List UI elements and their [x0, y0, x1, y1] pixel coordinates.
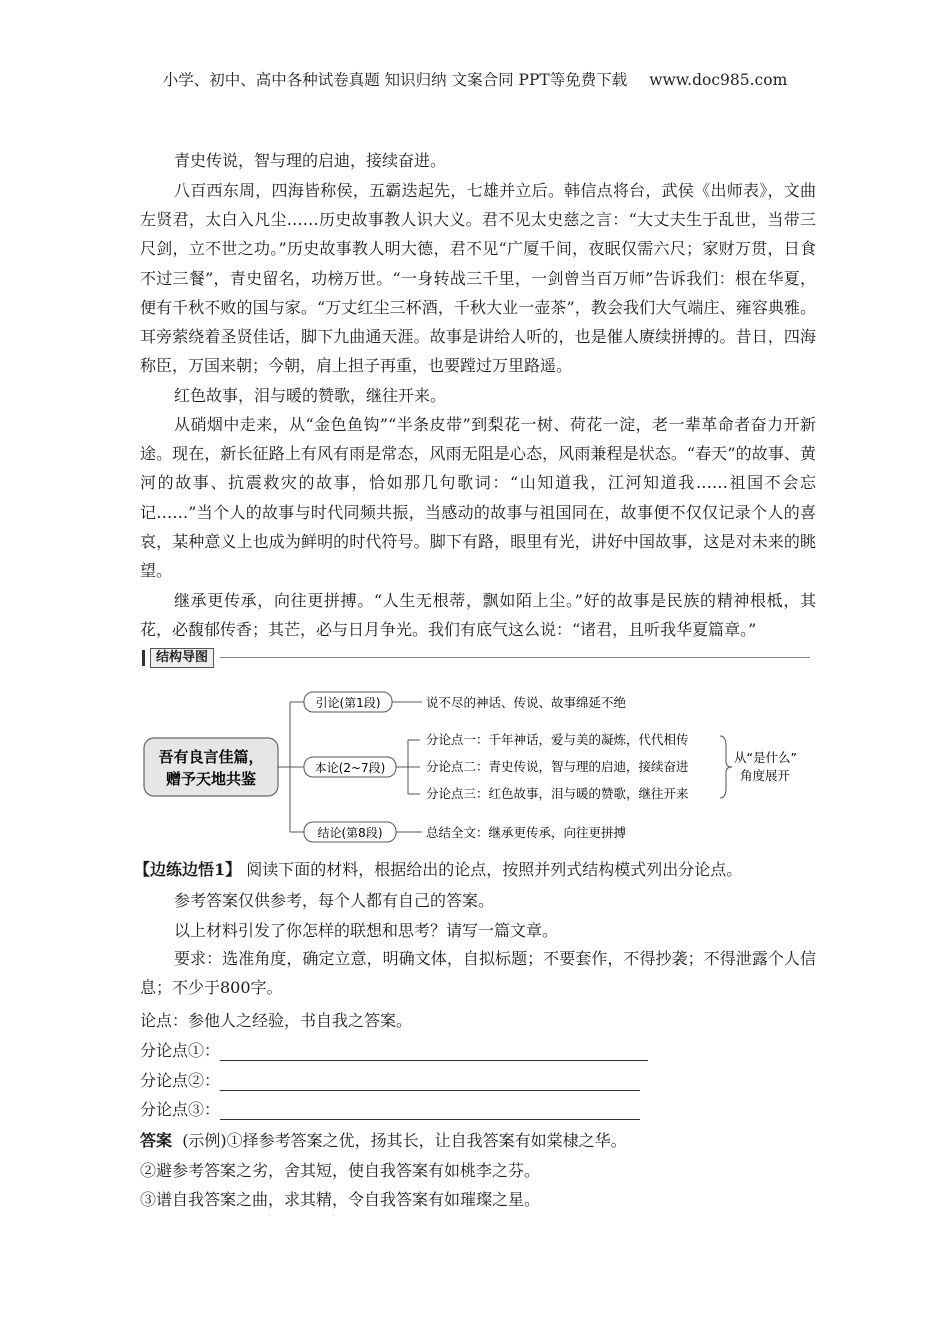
blank-row-3 — [140, 1097, 640, 1120]
angle-line-1: 从“是什么” — [734, 750, 797, 765]
body-branch — [396, 740, 420, 794]
structure-diagram — [140, 680, 820, 850]
header-text: 小学、初中、高中各种试卷真题 知识归纳 文案合同 PPT等免费下载 — [162, 71, 628, 89]
section-label: 结构导图 — [150, 648, 214, 668]
answer-1: (示例)①择参考答案之优，扬其长，让自我答案有如棠棣之华。 — [182, 1131, 627, 1150]
body-label: 本论(2~7段) — [314, 761, 386, 775]
essay-paragraph-4: 从硝烟中走来，从“金色鱼钩”“半条皮带”到梨花一树、荷花一淀，老一辈革命者奋力开新途。现在，新长征路上有风有雨是常态，风雨无阻是心态，风雨兼程是状态。“春天”的故事、黄河的故事、抗震救灾的故事，恰如那几句歌词：“山知道我，江河知道我……祖国不会忘记……”当个人的故事与时代同频共振，当感动的故事与祖国同在，故事便不仅仅记录个人的喜哀，某种意义上也成为鲜明的时代符号。脚下有路，眼里有光，讲好中国故事，这是对未来的眺望。 — [140, 415, 816, 581]
conclusion-text: 总结全文：继承更传承，向往更拼搏 — [426, 825, 627, 840]
angle-brace — [720, 736, 732, 798]
essay-paragraph-5: 继承更传承，向往更拼搏。“人生无根蒂，飘如陌上尘。”好的故事是民族的精神根柢，其花，必馥郁传香；其芒，必与日月争光。我们有底气这么说：“诸君，且听我华夏篇章。” — [140, 591, 816, 640]
blank-row-2 — [140, 1068, 640, 1091]
section-bar — [142, 650, 145, 666]
essay-paragraph-2: 八百西东周，四海皆称侯，五霸迭起先，七雄并立后。韩信点将台，武侯《出师表》，文曲左贤君，太白入凡尘……历史故事教人识大义。君不见太史慈之言：“大丈夫生于乱世，当带三尺剑，立不世之功。”历史故事教人明大德，君不见“广厦千间，夜眠仅需六尺；家财万贯，日食不过三餐”，青史留名，功榜万世。“一身转战三千里，一剑曾当百万师”告诉我们：根在华夏，便有千秋不败的国与家。“万丈红尘三杯酒，千秋大业一壶茶”，教会我们大气端庄、雍容典雅。耳旁萦绕着圣贤佳话，脚下九曲通天涯。故事是讲给人听的，也是催人赓续拼搏的。昔日，四海称臣，万国来朝；今朝，肩上担子再重，也要蹚过万里路遥。 — [140, 181, 816, 376]
page-header — [0, 68, 950, 90]
answer-2: ②避参考答案之劣，舍其短，使自我答案有如桃李之芬。 — [140, 1161, 541, 1180]
blank-label-2: 分论点②： — [140, 1071, 221, 1090]
point-1: 分论点一：千年神话，爱与美的凝炼，代代相传 — [426, 732, 689, 747]
exercise-heading — [134, 857, 742, 880]
conclusion-label: 结论(第8段) — [317, 826, 383, 840]
answer-3: ③谱自我答案之曲，求其精，令自我答案有如璀璨之星。 — [140, 1190, 541, 1209]
root-branch — [278, 702, 304, 832]
exercise-question: 以上材料引发了你怎样的联想和思考？请写一篇文章。 — [174, 921, 559, 940]
root-line-2: 赠予天地共鉴 — [165, 770, 257, 788]
exercise-thesis: 论点：参他人之经验，书自我之答案。 — [140, 1011, 413, 1030]
exercise-instruction: 阅读下面的材料，根据给出的论点，按照并列式结构模式列出分论点。 — [246, 860, 743, 879]
blank-input-3[interactable] — [220, 1101, 640, 1120]
answer-row-1 — [140, 1128, 627, 1151]
structure-section-title — [142, 648, 810, 668]
intro-label: 引论(第1段) — [315, 696, 381, 710]
root-line-1: 吾有良言佳篇， — [158, 748, 264, 766]
angle-line-2: 角度展开 — [740, 768, 791, 783]
blank-label-1: 分论点①： — [140, 1041, 221, 1060]
point-2: 分论点二：青史传说，智与理的启迪，接续奋进 — [426, 759, 689, 774]
essay-paragraph-1: 青史传说，智与理的启迪，接续奋进。 — [174, 151, 447, 170]
essay-paragraph-3: 红色故事，泪与暖的赞歌，继往开来。 — [174, 386, 447, 405]
blank-input-1[interactable] — [220, 1042, 648, 1061]
answer-label: 答案 — [140, 1131, 173, 1150]
section-rule — [220, 657, 810, 658]
exercise-tag: 【边练边悟1】 — [134, 860, 242, 879]
header-site[interactable]: www.doc985.com — [649, 71, 788, 89]
exercise-requirement: 要求：选准角度，确定立意，明确文体，自拟标题；不要套作，不得抄袭；不得泄露个人信息；不少于800字。 — [140, 949, 816, 998]
intro-text: 说不尽的神话、传说、故事绵延不绝 — [426, 695, 627, 710]
exercise-material: 参考答案仅供参考，每个人都有自己的答案。 — [174, 891, 495, 910]
point-3: 分论点三：红色故事，泪与暖的赞歌，继往开来 — [426, 786, 689, 801]
blank-row-1 — [140, 1038, 648, 1061]
blank-input-2[interactable] — [220, 1072, 640, 1091]
blank-label-3: 分论点③： — [140, 1100, 221, 1119]
